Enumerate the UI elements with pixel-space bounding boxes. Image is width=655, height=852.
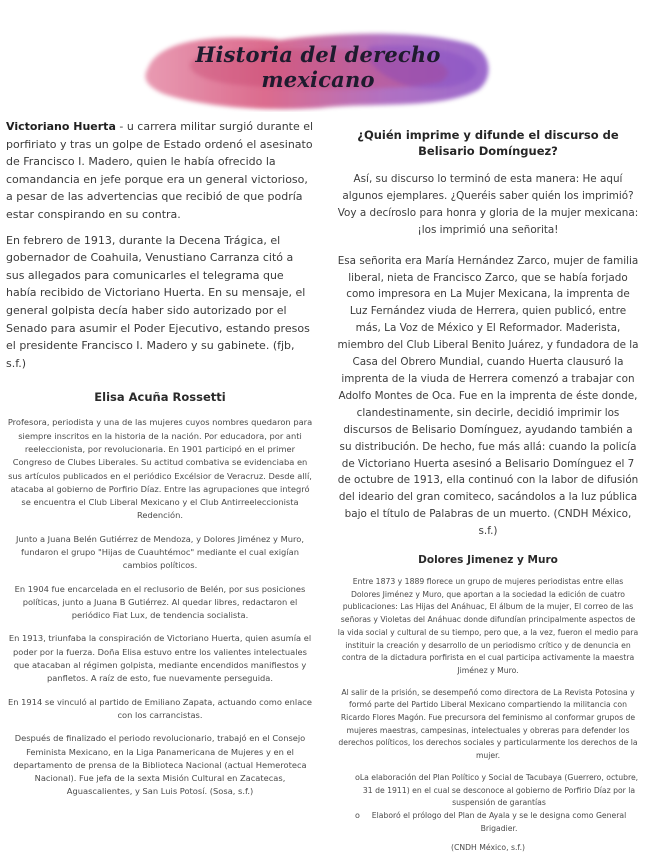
elisa-paragraph-4: En 1913, triunfaba la conspiración de Victoriano Huerta, quien asumía el poder por la fuerza. Doña Elisa estuvo entre los valientes intelectuales que atacaban al régimen golpista, mediante encendidos manifiestos y panfletos. A raíz de esto, fue nuevamente perseguida.: [8, 633, 312, 684]
bullet-icon: o: [355, 810, 360, 820]
dolores-list: [337, 772, 639, 836]
elisa-paragraph-5: En 1914 se vinculó al partido de Emiliano Zapata, actuando como enlace con los carrancistas.: [8, 696, 312, 720]
belisario-paragraph-2: Esa señorita era María Hernández Zarco, mujer de familia liberal, nieta de Francisco Zarco, que se había forjado como impresora en La Mujer Mexicana, la imprenta de Luz Fernández viuda de Herrera, quien publicó, entre más, La Voz de México y El Reformador. Maderista, miembro del Club Liberal Benito Juárez, y fundadora de la Casa del Obrero Mundial, cuando Huerta clausuró la imprenta de la viuda de Herrera comenzó a trabajar con Adolfo Montes de Oca. Fue en la imprenta de éste donde, clandestinamente, sin decirle, decidió imprimir los discursos de Belisario Domínguez, ayudando también a su distribución. De hecho, fue más allá: cuando la policía de Victoriano Huerta asesinó a Belisario Domínguez el 7 de octubre de 1913, ella continuó con la labor de difusión del ideario del gran comiteco, sacándolos a la luz pública bajo el título de Palabras de un muerto. (CNDH México, s.f.): [337, 254, 639, 538]
carranza-paragraph: En febrero de 1913, durante la Decena Trágica, el gobernador de Coahuila, Venustiano Carranza citó a sus allegados para comunicarles el telegrama que había recibido de Victoriano Huerta. En su mensaje, el general golpista decía haber sido autorizado por el Senado para asumir el Poder Ejecutivo, estando presos el presidente Francisco I. Madero y su gabinete. (fjb, s.f.): [6, 233, 310, 370]
left-column: [6, 118, 314, 809]
bullet-icon: o: [355, 772, 360, 782]
section-title-dolores: Dolores Jimenez y Muro: [418, 554, 558, 567]
belisario-paragraph-1: Así, su discurso lo terminó de esta manera: He aquí algunos ejemplares. ¿Queréis saber quién los imprimió? Voy a decíroslo para honra y gloria de la mujer mexicana: ¡los imprimió una señorita!: [337, 173, 639, 236]
huerta-text: - u carrera militar surgió durante el porfiriato y tras un golpe de Estado ordenó el asesinato de Francisco I. Madero, quien le había ofrecido la comandancia en jefe porque era un general victorioso, a pesar de las advertencias que recibió de que podría estar conspirando en su contra.: [6, 120, 314, 221]
section-title-elisa: Elisa Acuña Rossetti: [94, 390, 226, 405]
list-item: o Elaboró el prólogo del Plan de Ayala y se le designa como General Brigadier.: [355, 810, 627, 833]
right-column: [337, 127, 639, 852]
elisa-paragraph-3: En 1904 fue encarcelada en el reclusorio de Belén, por sus posiciones políticas, junto a Juana B Gutiérrez. Al quedar libres, redactaron el periódico Fiat Lux, de tendencia socialista.: [14, 583, 306, 621]
page-title: Historia del derecho mexicano: [195, 42, 441, 92]
elisa-paragraph-2: Junto a Juana Belén Gutiérrez de Mendoza, y Dolores Jiménez y Muro, fundaron el grupo "Hijas de Cuauhtémoc" mediante el cual exigían cambios políticos.: [16, 533, 304, 571]
list-item: o La elaboración del Plan Político y Social de Tacubaya (Guerrero, octubre, 31 de 1911) en el cual se desconoce al gobierno de Porfirio Díaz por la suspensión de garantías: [355, 772, 639, 808]
huerta-paragraph: [6, 118, 314, 224]
dolores-paragraph-1: Entre 1873 y 1889 florece un grupo de mujeres periodistas entre ellas Dolores Jiménez y Muro, que aportan a la sociedad la edición de cuatro publicaciones: Las Hijas del Anáhuac, El álbum de la mujer, El correo de las señoras y Violetas del Anáhuac donde difundían principalmente aspectos de la vida social y cultural de su tiempo, pero que, a la vez, fueron el medio para instituir la creación y desarrollo de un periodismo crítico y de denuncia en contra de la dictadura porfirista en el cual participa activamente la maestra Jiménez y Muro.: [337, 577, 639, 675]
elisa-paragraph-1: Profesora, periodista y una de las mujeres cuyos nombres quedaron para siempre inscritos en la historia de la nación. Por educadora, por anti reeleccionista, por revolucionaria. En 1901 participó en el primer Congreso de Clubes Liberales. Su actitud combativa se evidenciaba en sus artículos publicados en el periódico Excélsior de Veracruz. Desde allí, atacaba al gobierno de Porfirio Díaz. Entre las agrupaciones que integró se encuentra el Club Liberal Mexicano y el Club Antirreeleccionista Redención.: [7, 417, 313, 521]
huerta-name: Victoriano Huerta: [6, 120, 116, 133]
elisa-paragraph-6: Después de finalizado el periodo revolucionario, trabajó en el Consejo Feminista Mexicano, en la Liga Panamericana de Mujeres y en el departamento de prensa de la Biblioteca Nacional (actual Hemeroteca Nacional). Fue jefa de la sexta Misión Cultural en Zacatecas, Aguascalientes, y San Luis Potosí. (Sosa, s.f.): [13, 733, 307, 797]
section-title-belisario: ¿Quién imprime y difunde el discurso de Belisario Domínguez?: [357, 128, 619, 158]
dolores-paragraph-2: Al salir de la prisión, se desempeñó como directora de La Revista Potosina y formó parte del Partido Liberal Mexicano compartiendo la militancia con Ricardo Flores Magón. Fue precursora del feminismo al conformar grupos de mujeres maestras, campesinas, intelectuales y obreras para defender los derechos políticos, los derechos sociales y particularmente los derechos de la mujer.: [338, 687, 638, 761]
citation: (CNDH México, s.f.): [450, 843, 526, 852]
